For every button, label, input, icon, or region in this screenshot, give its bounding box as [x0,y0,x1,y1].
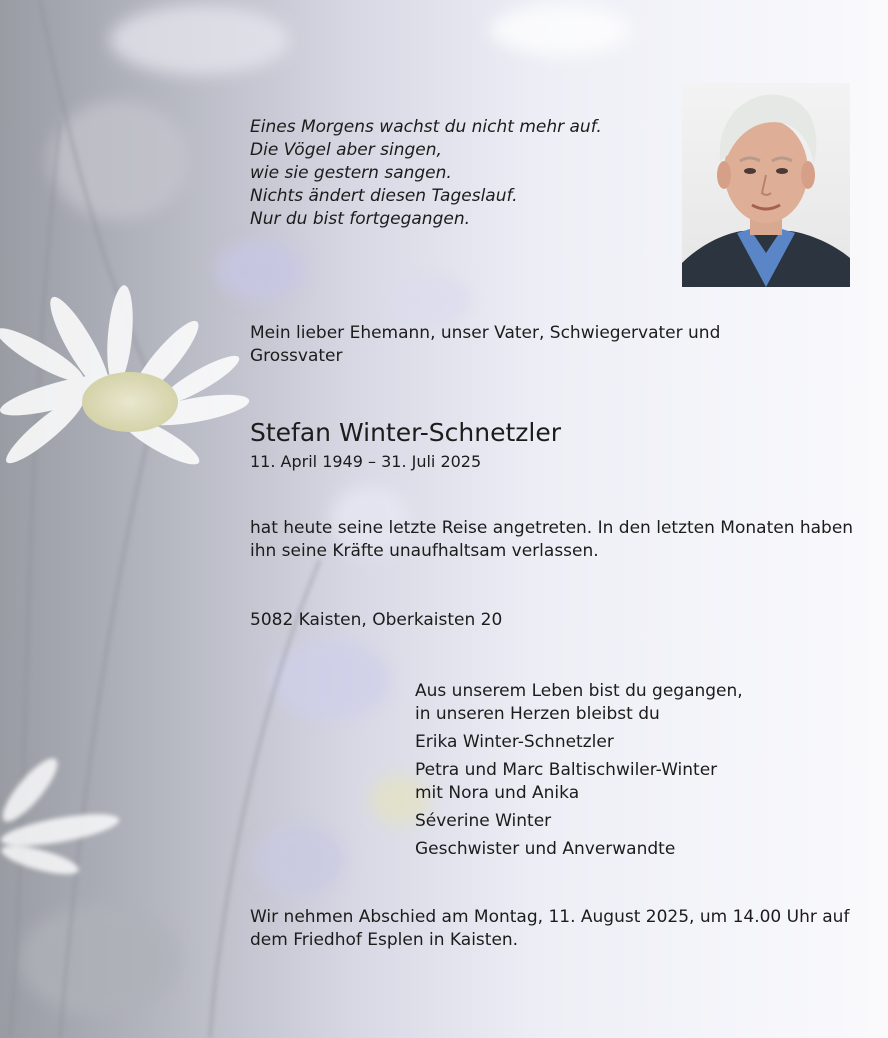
announcement-text: hat heute seine letzte Reise angetreten. In den letzten Monaten haben ihn seine Kräfte unaufhaltsam verlassen. [250,518,854,561]
motto-line: Aus unserem Leben bist du gegangen, [415,681,743,701]
farewell-notice: Wir nehmen Abschied am Montag, 11. August 2025, um 14.00 Uhr auf dem Friedhof Esplen in Kaisten. [250,907,850,950]
poem-line: Nichts ändert diesen Tageslauf. [250,186,518,206]
poem-line: Eines Morgens wachst du nicht mehr auf. [250,117,602,137]
family-member-line: Geschwister und Anverwandte [415,839,676,859]
family-member-line: Erika Winter-Schnetzler [415,732,614,752]
family-member-line: Séverine Winter [415,811,552,831]
family-member [415,731,743,754]
poem-line: Die Vögel aber singen, [250,140,442,160]
motto-line: in unseren Herzen bleibst du [415,704,660,724]
life-dates: 11. April 1949 – 31. Juli 2025 [250,452,482,471]
poem-line: Nur du bist fortgegangen. [250,209,470,229]
deceased-name: Stefan Winter-Schnetzler [250,418,562,447]
family-member-line: Petra und Marc Baltischwiler-Winter [415,760,718,780]
family-block [415,680,743,866]
poem [250,116,602,231]
family-member [415,838,743,861]
family-member [415,759,743,805]
family-member [415,810,743,833]
family-motto [415,680,743,726]
address: 5082 Kaisten, Oberkaisten 20 [250,610,503,630]
portrait-photo [682,83,850,287]
family-member-line: mit Nora und Anika [415,783,580,803]
poem-line: wie sie gestern sangen. [250,163,452,183]
intro-text: Mein lieber Ehemann, unser Vater, Schwiegervater und Grossvater [250,323,721,366]
